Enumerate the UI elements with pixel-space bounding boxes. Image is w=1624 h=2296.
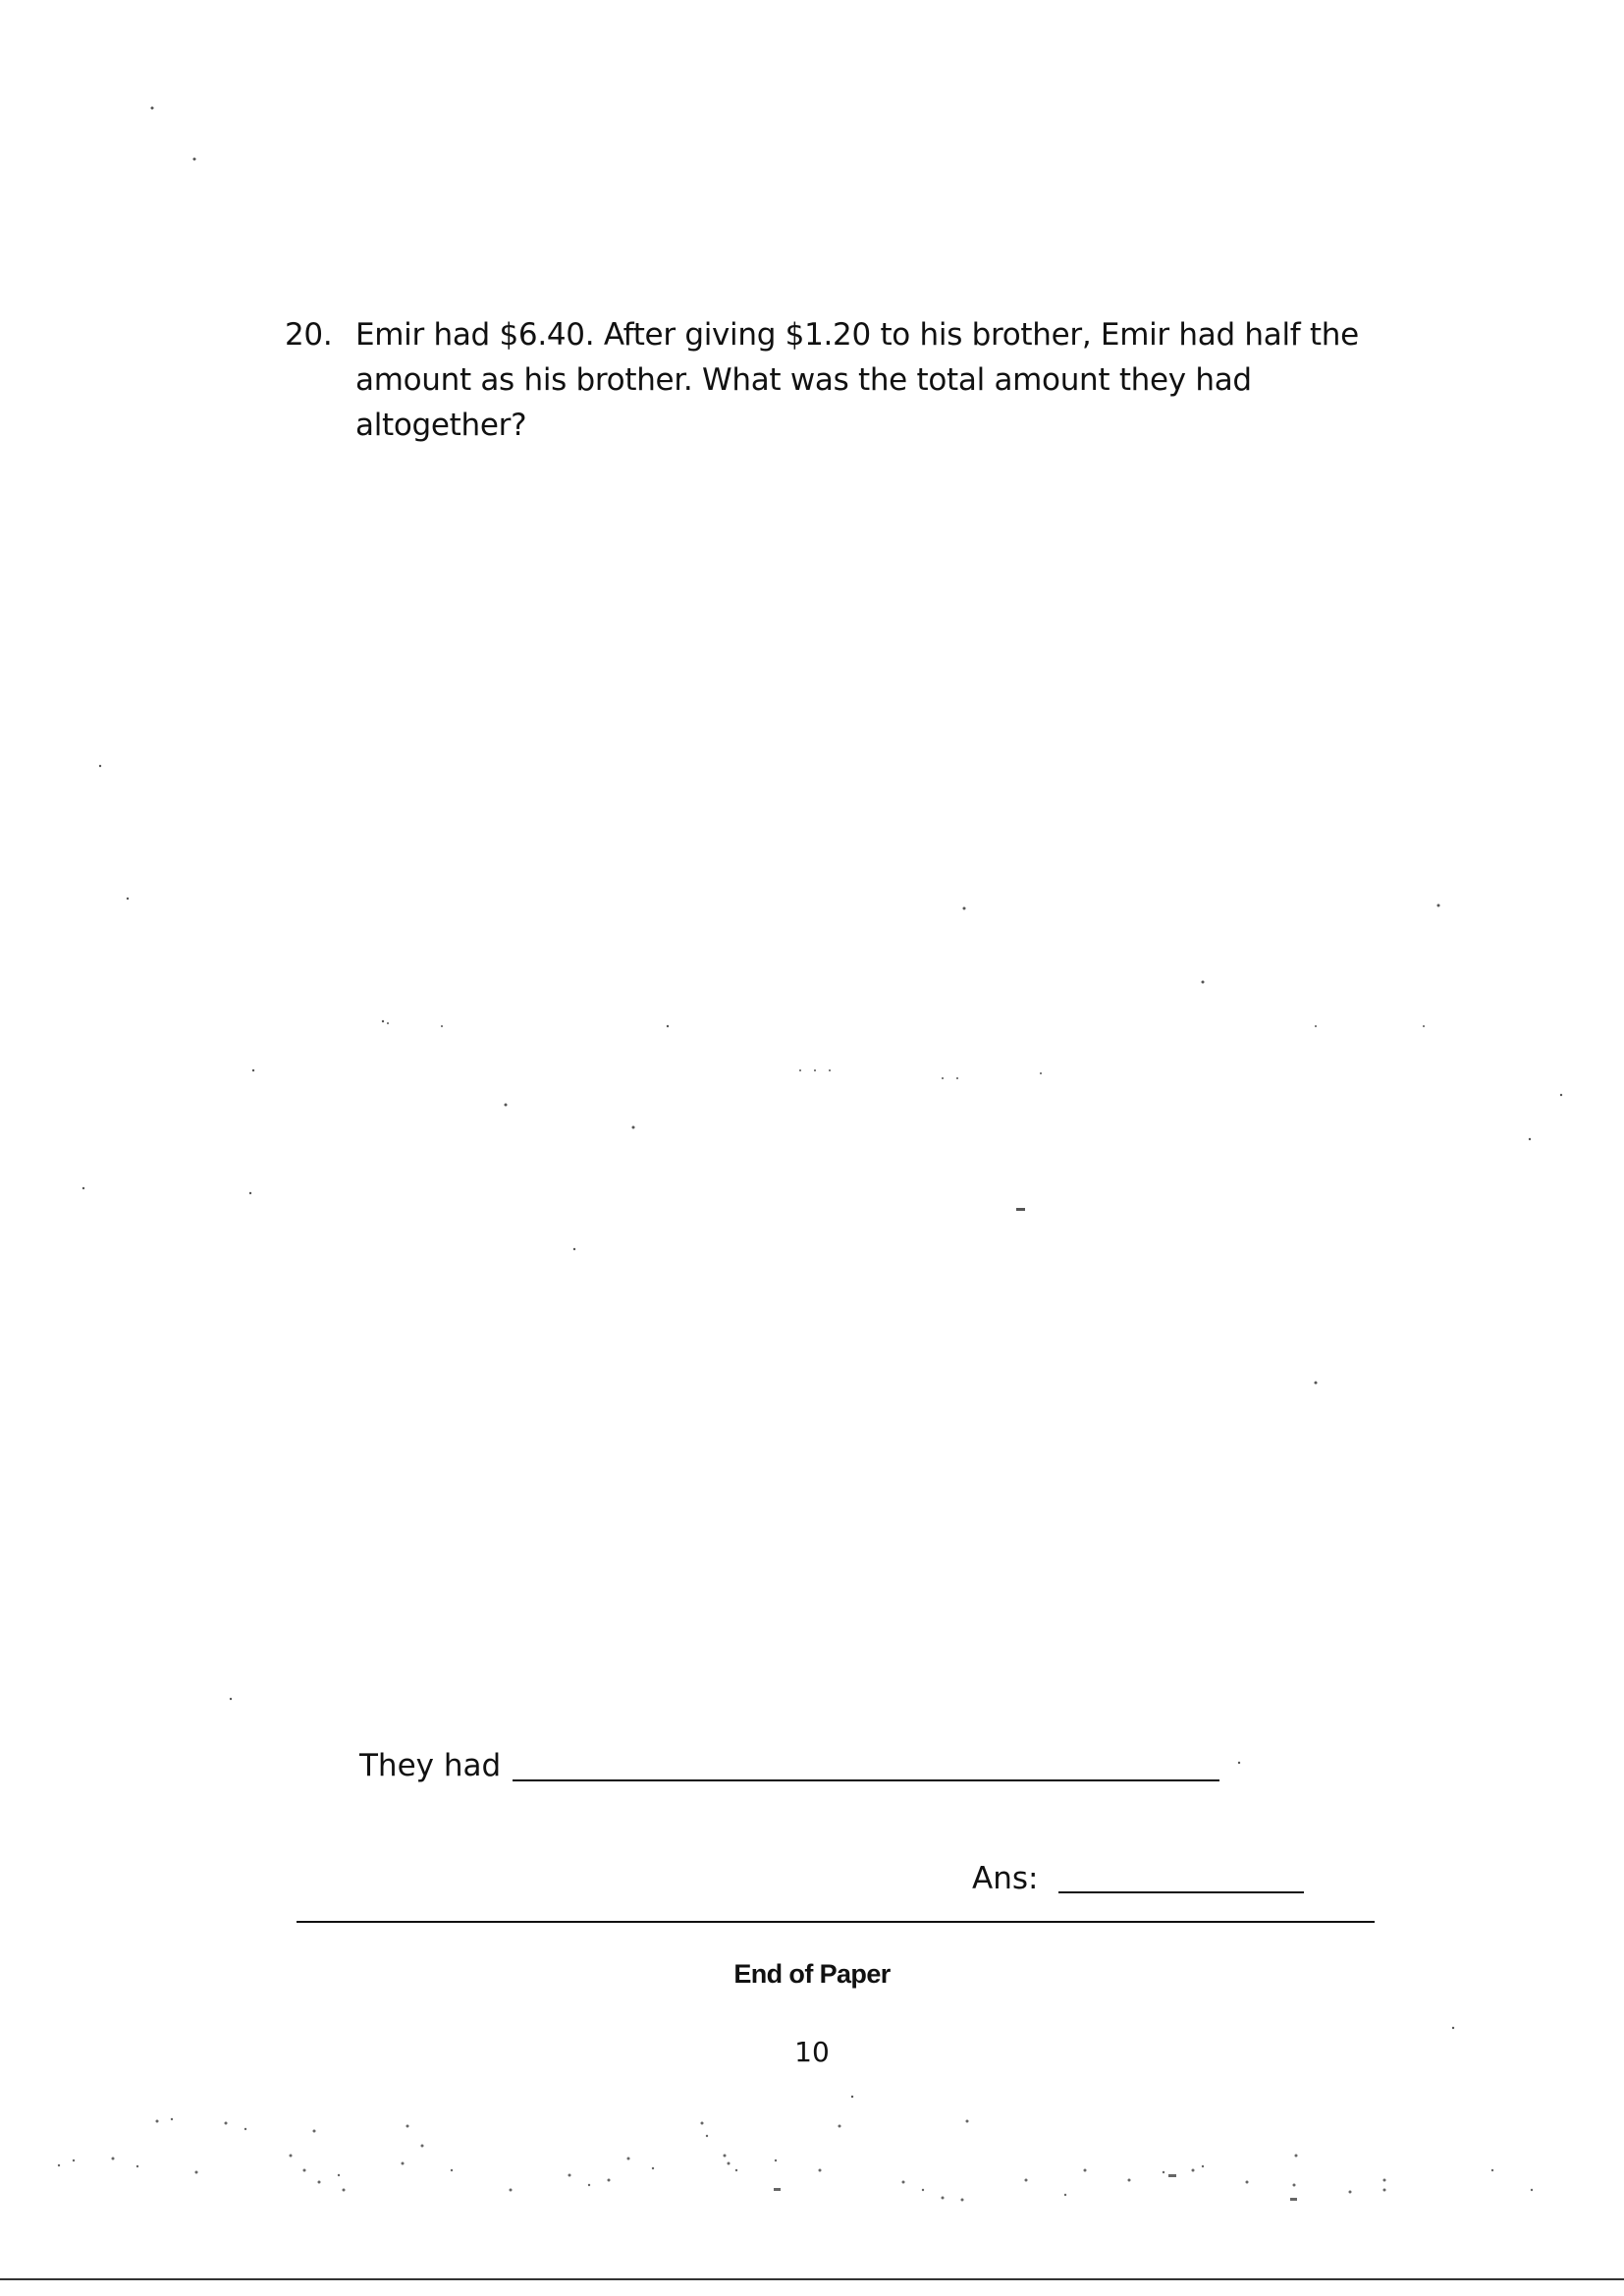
answer-box [972,1856,1316,1905]
page-bottom-edge [0,2278,1624,2280]
answer-statement [359,1743,1223,1792]
answer-label: Ans: [972,1861,1039,1896]
answer-statement-label: They had [359,1748,502,1783]
question-20 [285,312,1394,448]
answer-blank[interactable] [1058,1891,1304,1893]
section-divider [297,1921,1375,1923]
end-of-paper-text: End of Paper [733,1959,891,1989]
question-number: 20. [285,317,333,353]
question-text: Emir had $6.40. After giving $1.20 to his brother, Emir had half the amount as his brother. What was the total amount they had altogether? [355,317,1359,443]
answer-statement-blank[interactable] [513,1779,1219,1781]
page-number: 10 [794,2036,830,2068]
